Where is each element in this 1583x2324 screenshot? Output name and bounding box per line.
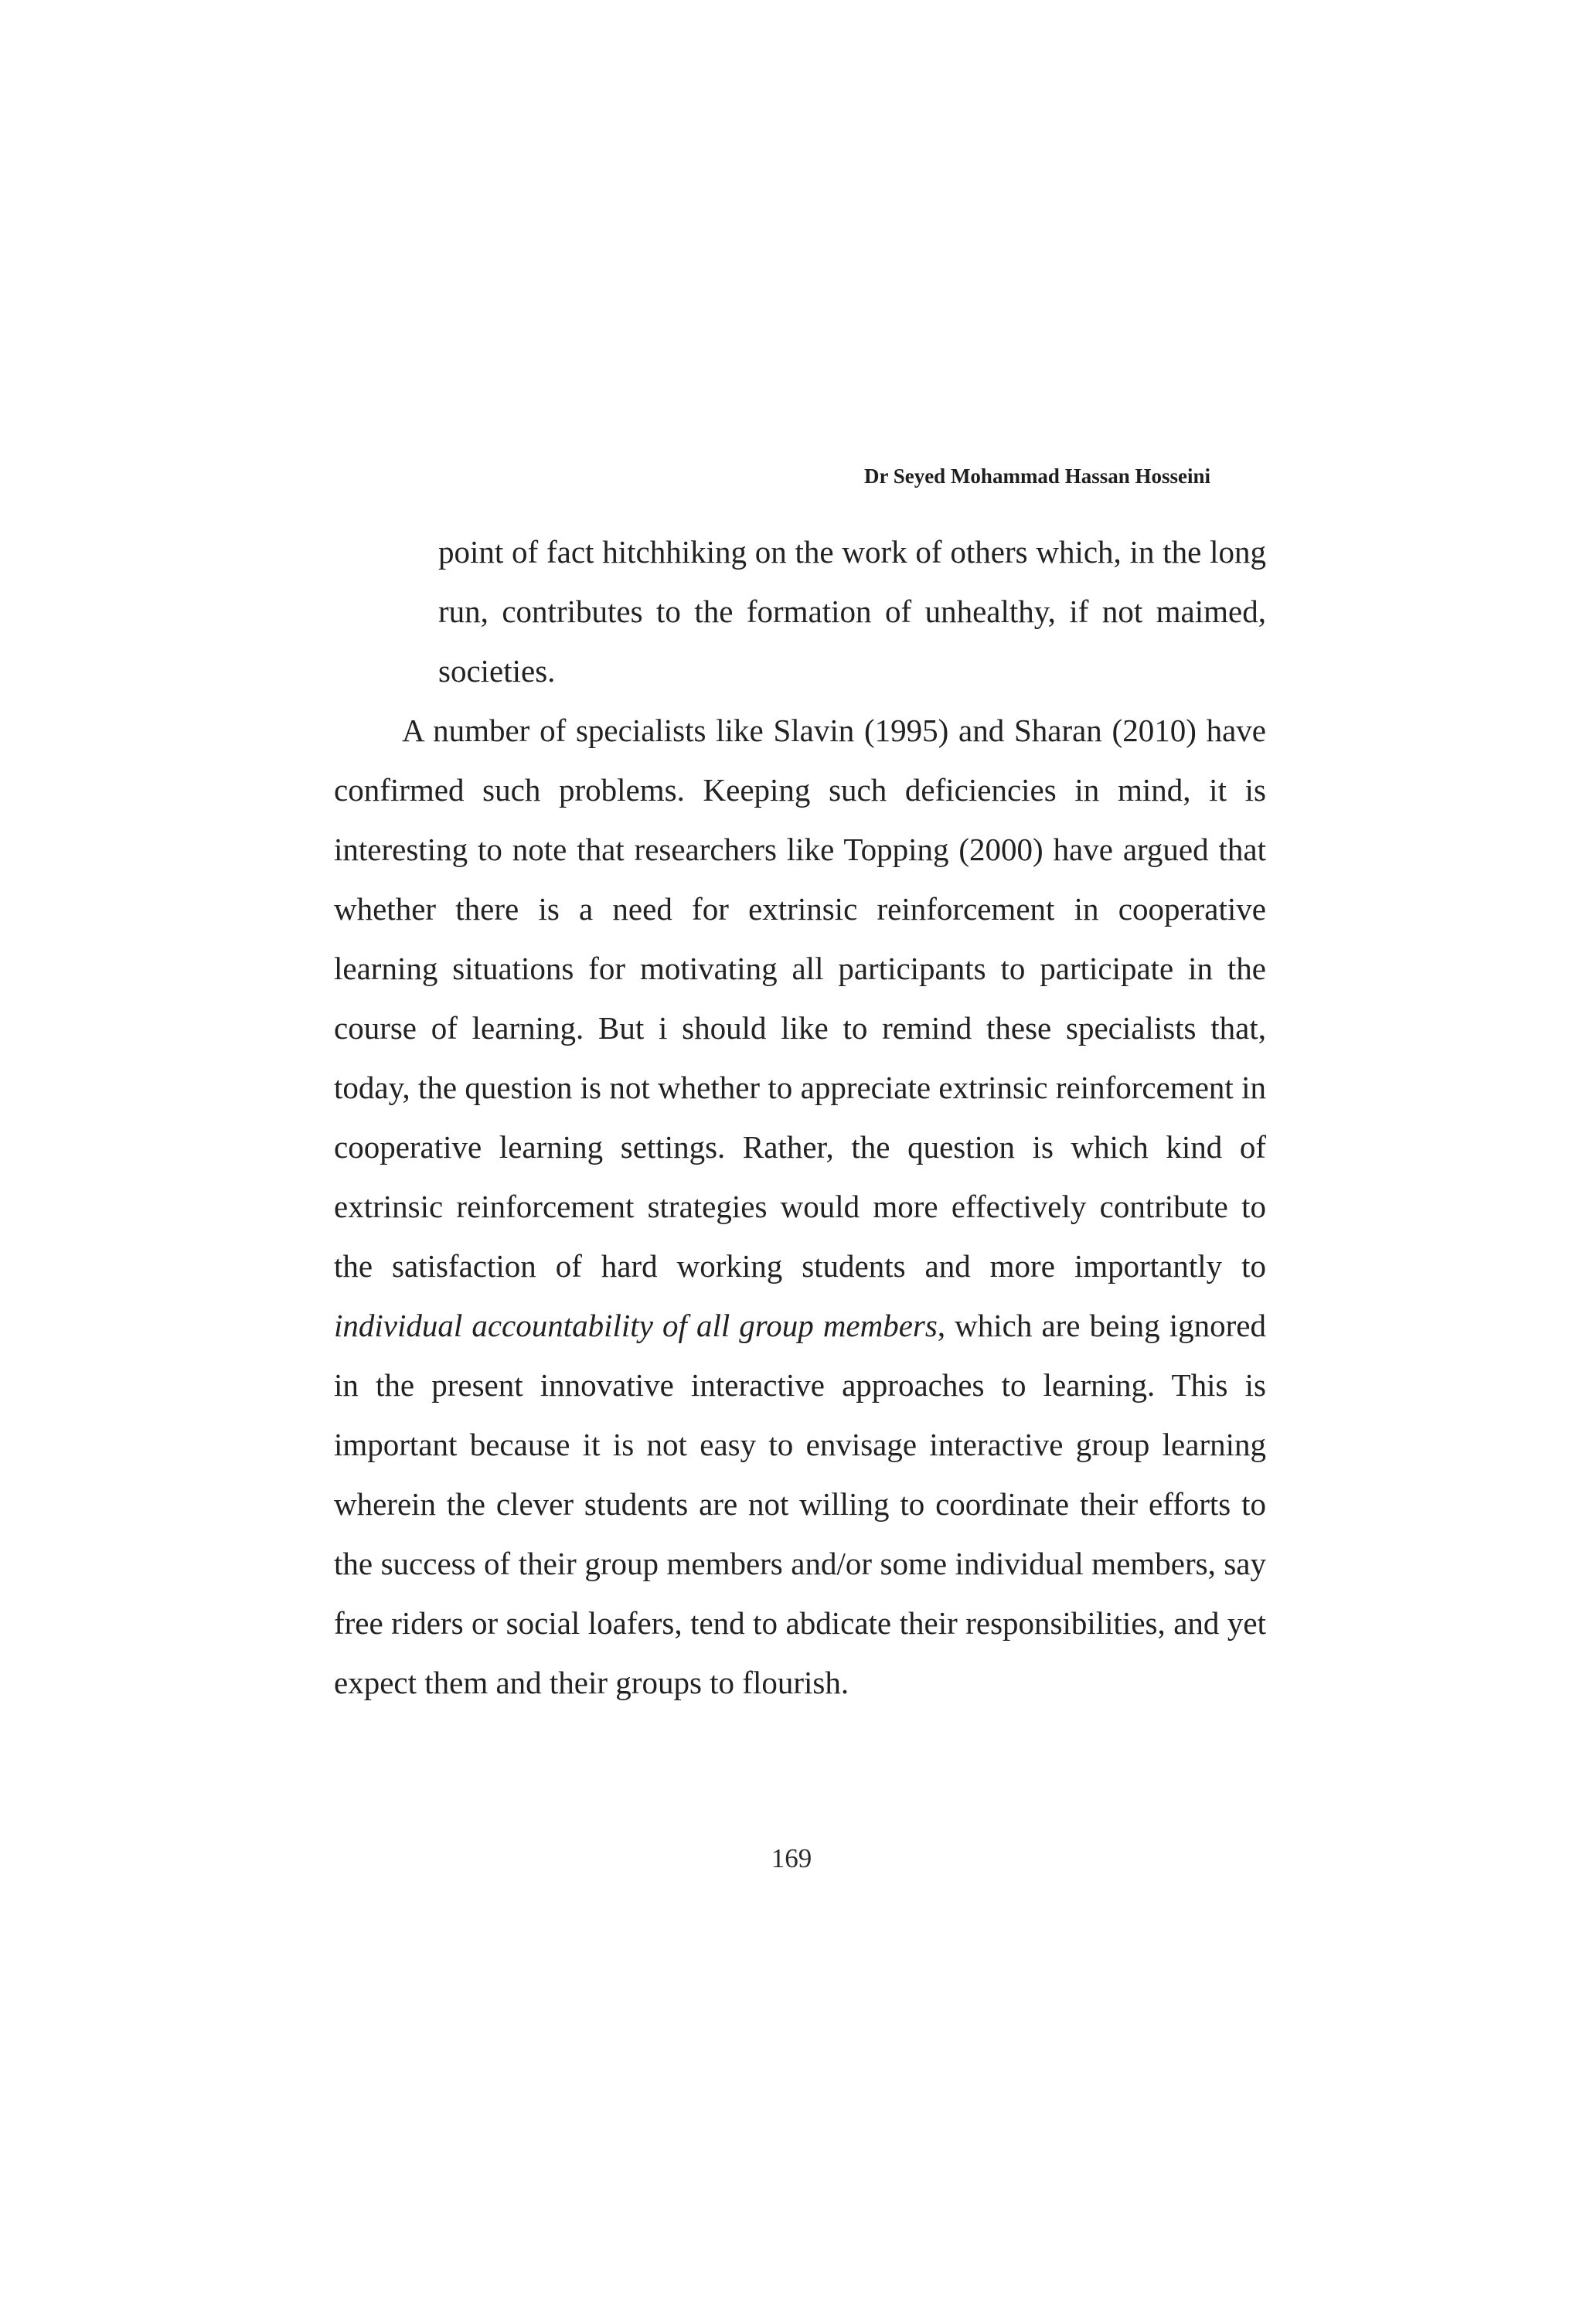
paragraph-text-part-1: A number of specialists like Slavin (1995) and Sharan (2010) have confirmed such problems. Keeping such deficiencies in mind, it is interesting to note that researchers like Topping (2000) have argued that whether there is a need for extrinsic reinforcement in cooperative learning situations for motivating all participants to participate in the course of learning. But i should like to remind these specialists that, today, the question is not whether to appreciate extrinsic reinforcement in cooperative learning settings. Rather, the question is which kind of extrinsic reinforcement strategies would more effectively contribute to the satisfaction of hard working students and more importantly to bbox=[334, 713, 1266, 1284]
body-paragraph bbox=[334, 701, 1266, 1713]
paragraph-text-part-2: , which are being ignored in the present innovative interactive approaches to learning. This is important because it is not easy to envisage interactive group learning wherein the clever students are not willing to coordinate their efforts to the success of their group members and/or some individual members, say free riders or social loafers, tend to abdicate their responsibilities, and yet expect them and their groups to flourish. bbox=[334, 1308, 1266, 1700]
quote-continuation: point of fact hitchhiking on the work of others which, in the long run, contributes to the formation of unhealthy, if not maimed, societies. bbox=[438, 534, 1266, 689]
running-header-author: Dr Seyed Mohammad Hassan Hosseini bbox=[863, 464, 1210, 488]
paragraph-text bbox=[334, 701, 1266, 1713]
page-number: 169 bbox=[771, 1843, 812, 1873]
paragraph-emphasis: individual accountability of all group members bbox=[334, 1308, 938, 1343]
